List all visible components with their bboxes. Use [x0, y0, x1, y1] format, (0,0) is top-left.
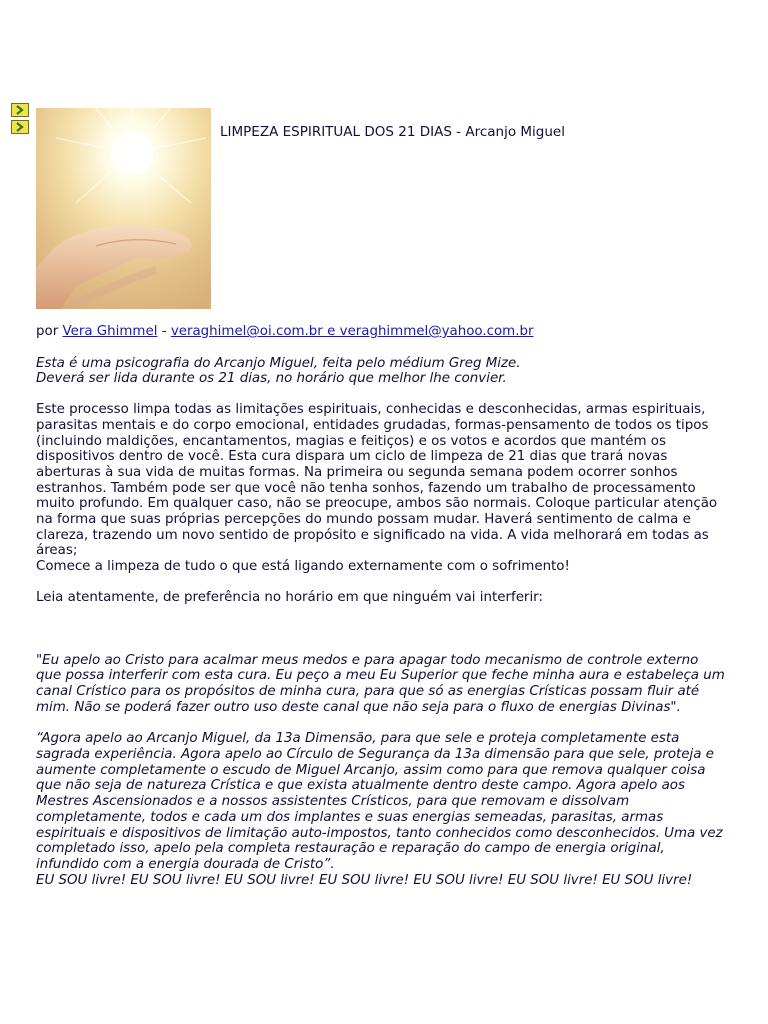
process-paragraph [36, 402, 726, 575]
previous-page-icon[interactable] [11, 120, 29, 134]
article-body [36, 324, 726, 888]
reading-instruction: Leia atentamente, de preferência no horário em que ninguém vai interferir: [36, 589, 543, 605]
prayer-paragraph-2 [36, 731, 726, 888]
prayer-2-body: “Agora apelo ao Arcanjo Miguel, da 13a Dimensão, para que sele e proteja completamente esta sagrada experiência. Agora apelo ao Círculo de Segurança da 13a dimensão para que sele, proteja e aumente completamente o escudo de Miguel Arcanjo, assim como para que remova qualquer coisa que não seja de natureza Crística e que exista atualmente dentro deste campo. Agora apelo aos Mestres Ascensionados e a nossos assistentes Crísticos, para que removam e dissolvam completamente, todos e cada um dos implantes e suas energias semeadas, parasitas, armas espirituais e dispositivos de limitação auto-impostos, tanto conhecidos como desconhecidos. Uma vez completado isso, apelo pela completa restauração e reparação do campo de energia original, infundido com a energia dourada de Cristo”. [36, 731, 723, 872]
author-name-link[interactable]: Vera Ghimmel [62, 324, 158, 339]
intro-line-1: Esta é uma psicografia do Arcanjo Miguel, feita pelo médium Greg Mize. [36, 355, 521, 371]
affirmation: EU SOU livre! EU SOU livre! EU SOU livre! EU SOU livre! EU SOU livre! EU SOU livre! EU SOU livre! [36, 872, 693, 888]
author-line [36, 324, 726, 340]
author-prefix: por [36, 324, 59, 339]
prayer-paragraph-1: "Eu apelo ao Cristo para acalmar meus medos e para apagar todo mecanismo de controle externo que possa interferir com esta cura. Eu peço a meu Eu Superior que feche minha aura e estabeleça um canal Crístico para os propósitos de minha cura, para que só as energias Crísticas possam fluir até mim. Não se poderá fazer outro uso deste canal que não seja para o fluxo de energias Divinas". [36, 652, 725, 715]
author-emails-link[interactable]: veraghimel@oi.com.br e veraghimmel@yahoo.com.br [170, 324, 534, 339]
page-nav-icons [11, 103, 31, 137]
intro-line-2: Deverá ser lida durante os 21 dias, no horário que melhor lhe convier. [36, 371, 507, 387]
page-title: LIMPEZA ESPIRITUAL DOS 21 DIAS - Arcanjo Miguel [220, 124, 565, 140]
process-body: Este processo limpa todas as limitações espirituais, conhecidas e desconhecidas, armas espirituais, parasitas mentais e do corpo emocional, entidades grudadas, formas-pensamento de todos os tipos (incluindo maldições, encantamentos, magias e feitiços) e os votos e acordos que mantém os dispositivos dentro de você. Esta cura dispara um ciclo de limpeza de 21 dias que trará novas aberturas à sua vida de muitas formas. Na primeira ou segunda semana podem ocorrer sonhos estranhos. Também pode ser que você não tenha sonhos, fazendo um trabalho de processamento muito profundo. Em qualquer caso, não se preocupe, ambos são normais. Coloque particular atenção na forma que suas próprias percepções do mundo possam mudar. Haverá sentimento de calma e clareza, trazendo um novo sentido de propósito e significado na vida. A vida melhorará em todas as áreas; [36, 402, 718, 559]
glowing-hands-illustration [36, 108, 211, 309]
author-separator: - [161, 324, 167, 339]
process-closing: Comece a limpeza de tudo o que está ligando externamente com o sofrimento! [36, 559, 570, 575]
next-page-icon[interactable] [11, 103, 29, 117]
intro-paragraph [36, 356, 726, 387]
